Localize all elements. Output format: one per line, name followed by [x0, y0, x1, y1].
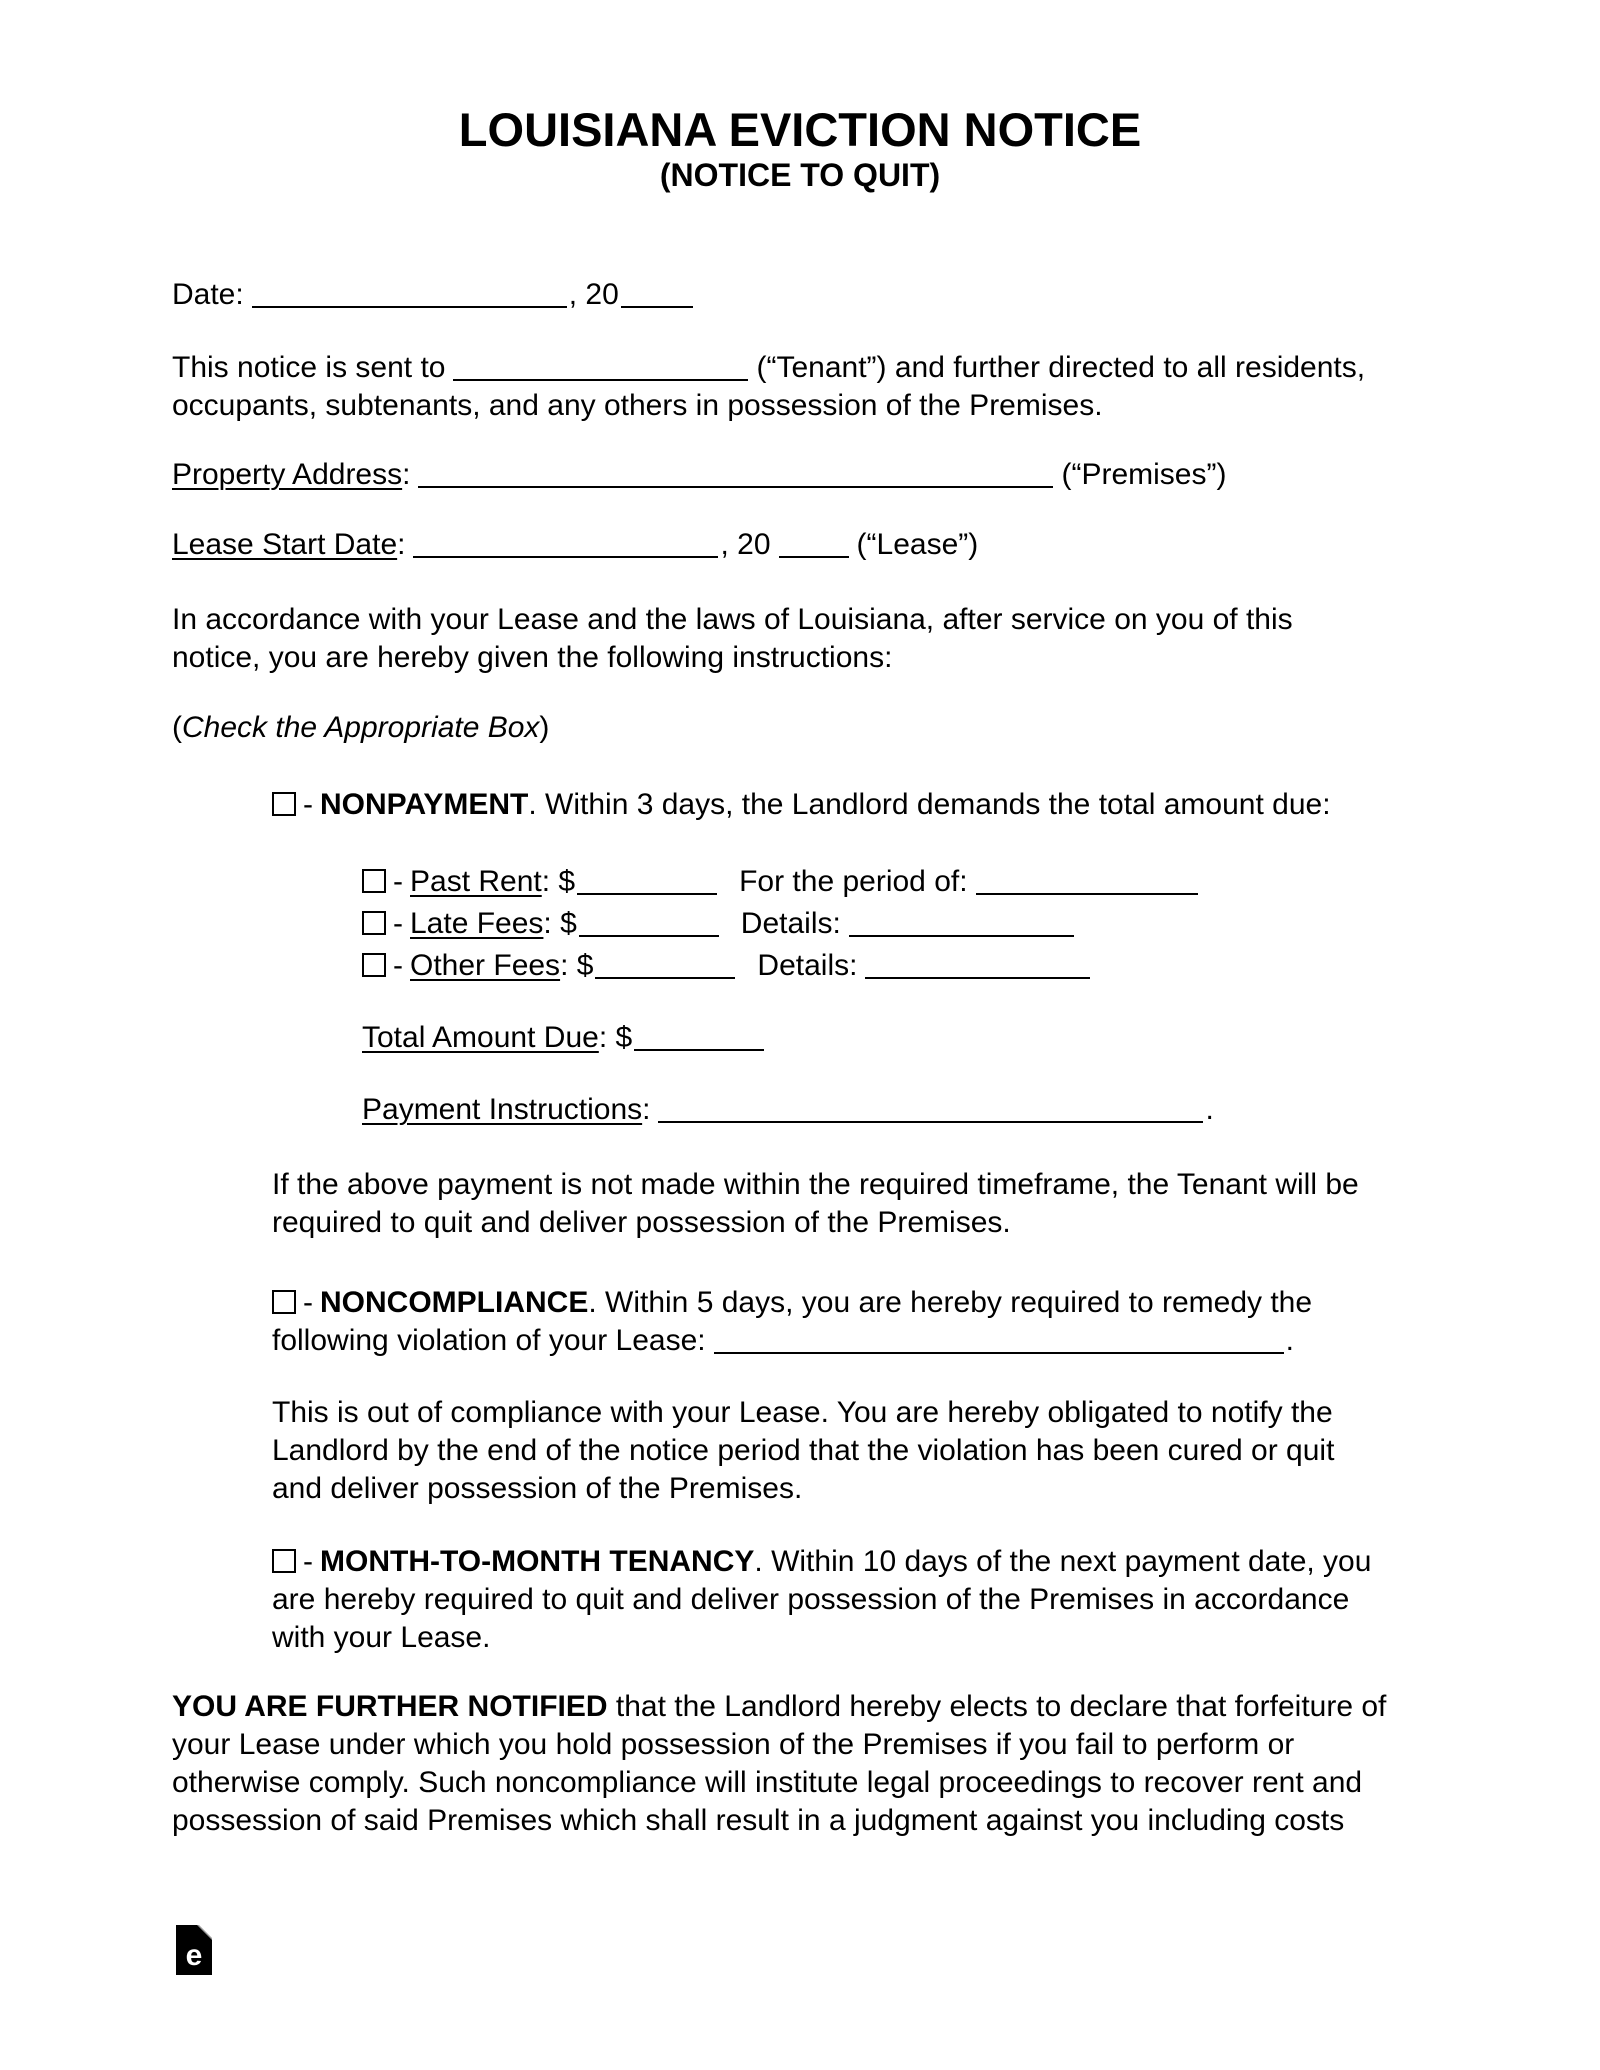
- eforms-logo: [176, 1925, 212, 1975]
- document-header: [0, 0, 1600, 191]
- total-due-label: Total Amount Due: [362, 1021, 599, 1054]
- month-to-month-checkbox[interactable]: [272, 1549, 296, 1573]
- past-rent-money-prefix: : $: [541, 865, 576, 898]
- sent-to-paragraph: [172, 349, 1388, 425]
- violation-blank-field[interactable]: [714, 1330, 1284, 1354]
- document-body: [0, 191, 1600, 1975]
- past-rent-row: [362, 861, 1388, 903]
- past-rent-dash: -: [393, 865, 403, 898]
- further-notified-paragraph: [172, 1688, 1388, 1840]
- property-address-blank-field[interactable]: [418, 464, 1053, 488]
- payment-instructions-line: [362, 1091, 1388, 1129]
- property-address-colon: :: [402, 458, 411, 491]
- late-fees-checkbox[interactable]: [362, 911, 386, 935]
- lease-start-line: [172, 526, 1388, 564]
- past-rent-checkbox[interactable]: [362, 869, 386, 893]
- other-fees-row: [362, 945, 1388, 987]
- sent-to-text-pre: This notice is sent to: [172, 351, 446, 384]
- other-fees-amount-blank-field[interactable]: [595, 955, 735, 979]
- total-due-line: [362, 1019, 1388, 1057]
- noncompliance-option: [272, 1284, 1388, 1360]
- nonpayment-label: NONPAYMENT: [320, 788, 529, 821]
- noncompliance-text: . Within 5 days, you are hereby required to remedy the following violation of your Lease:: [272, 1286, 1313, 1357]
- out-of-compliance-paragraph: This is out of compliance with your Lease. You are hereby obligated to notify the Landlord by the end of the notice period that the violation has been cured or quit and deliver possession of the Premises.: [272, 1396, 1335, 1505]
- further-notified-label: YOU ARE FURTHER NOTIFIED: [172, 1690, 608, 1723]
- late-fees-details-label: Details:: [740, 907, 841, 940]
- date-year-blank-field[interactable]: [621, 284, 693, 308]
- check-note: [172, 709, 1388, 747]
- check-note-close-paren: ): [539, 711, 550, 744]
- payment-instructions-label: Payment Instructions: [362, 1093, 643, 1126]
- page-title: LOUISIANA EVICTION NOTICE: [458, 103, 1142, 156]
- noncompliance-dash: -: [303, 1286, 313, 1319]
- lease-start-colon: :: [397, 528, 406, 561]
- date-line: [172, 276, 1388, 314]
- payment-instructions-blank-field[interactable]: [658, 1099, 1203, 1123]
- page-subtitle: (NOTICE TO QUIT): [659, 157, 941, 193]
- lease-year-blank-field[interactable]: [779, 534, 849, 558]
- past-rent-amount-blank-field[interactable]: [577, 871, 717, 895]
- check-note-open-paren: (: [172, 711, 182, 744]
- late-fees-row: [362, 903, 1388, 945]
- late-fees-dash: -: [393, 907, 403, 940]
- premises-suffix: (“Premises”): [1061, 458, 1227, 491]
- noncompliance-checkbox[interactable]: [272, 1290, 296, 1314]
- property-address-line: [172, 456, 1388, 494]
- if-not-paid-paragraph: If the above payment is not made within the required timeframe, the Tenant will be required to quit and deliver possession of the Premises.: [272, 1168, 1359, 1239]
- check-note-text: Check the Appropriate Box: [182, 711, 540, 744]
- lease-date-blank-field[interactable]: [413, 534, 718, 558]
- other-fees-checkbox[interactable]: [362, 953, 386, 977]
- late-fees-label: Late Fees: [410, 907, 544, 940]
- month-to-month-option: [272, 1543, 1388, 1657]
- nonpayment-checkbox[interactable]: [272, 792, 296, 816]
- past-rent-period-label: For the period of:: [739, 865, 968, 898]
- fee-list: [362, 861, 1388, 987]
- other-fees-money-prefix: : $: [560, 949, 594, 982]
- other-fees-details-blank-field[interactable]: [865, 955, 1090, 979]
- nonpayment-option: [272, 786, 1388, 824]
- late-fees-details-blank-field[interactable]: [849, 913, 1074, 937]
- nonpayment-text: . Within 3 days, the Landlord demands the total amount due:: [528, 788, 1331, 821]
- property-address-label: Property Address: [172, 458, 403, 491]
- month-to-month-dash: -: [303, 1545, 313, 1578]
- payment-instructions-period: .: [1205, 1093, 1214, 1126]
- late-fees-amount-blank-field[interactable]: [579, 913, 719, 937]
- past-rent-label: Past Rent: [410, 865, 542, 898]
- payment-instructions-colon: :: [642, 1093, 651, 1126]
- logo-letter: e: [185, 1939, 203, 1972]
- further-notified-text: that the Landlord hereby elects to declare that forfeiture of your Lease under which you hold possession of the Premises if you fail to perform or otherwise comply. Such noncompliance will institute legal proceedings to recover rent and possession of said Premises which shall result in a judgment against you including costs: [172, 1690, 1387, 1837]
- lease-suffix: (“Lease”): [856, 528, 979, 561]
- past-rent-period-blank-field[interactable]: [976, 871, 1198, 895]
- total-due-money-prefix: : $: [598, 1021, 633, 1054]
- sent-to-text-post: (“Tenant”) and further directed to all residents, occupants, subtenants, and any others in possession of the Premises.: [172, 351, 1366, 422]
- lease-year-prefix: , 20: [720, 528, 771, 561]
- instructions-paragraph: In accordance with your Lease and the laws of Louisiana, after service on you of this notice, you are hereby given the following instructions:: [172, 603, 1293, 674]
- noncompliance-period: .: [1285, 1324, 1294, 1357]
- late-fees-money-prefix: : $: [543, 907, 577, 940]
- month-to-month-label: MONTH-TO-MONTH TENANCY: [320, 1545, 755, 1578]
- total-due-blank-field[interactable]: [634, 1027, 764, 1051]
- date-label: Date:: [172, 278, 244, 311]
- date-year-prefix: , 20: [568, 278, 619, 311]
- lease-start-label: Lease Start Date: [172, 528, 398, 561]
- noncompliance-label: NONCOMPLIANCE: [320, 1286, 589, 1319]
- other-fees-dash: -: [393, 949, 403, 982]
- month-to-month-text: . Within 10 days of the next payment date, you are hereby required to quit and deliver possession of the Premises in accordance with your Lease.: [272, 1545, 1372, 1654]
- other-fees-details-label: Details:: [757, 949, 858, 982]
- page-fold-inner-icon: [199, 1925, 212, 1938]
- nonpayment-dash: -: [303, 788, 313, 821]
- tenant-name-blank-field[interactable]: [453, 357, 748, 381]
- date-blank-field[interactable]: [252, 284, 567, 308]
- other-fees-label: Other Fees: [410, 949, 561, 982]
